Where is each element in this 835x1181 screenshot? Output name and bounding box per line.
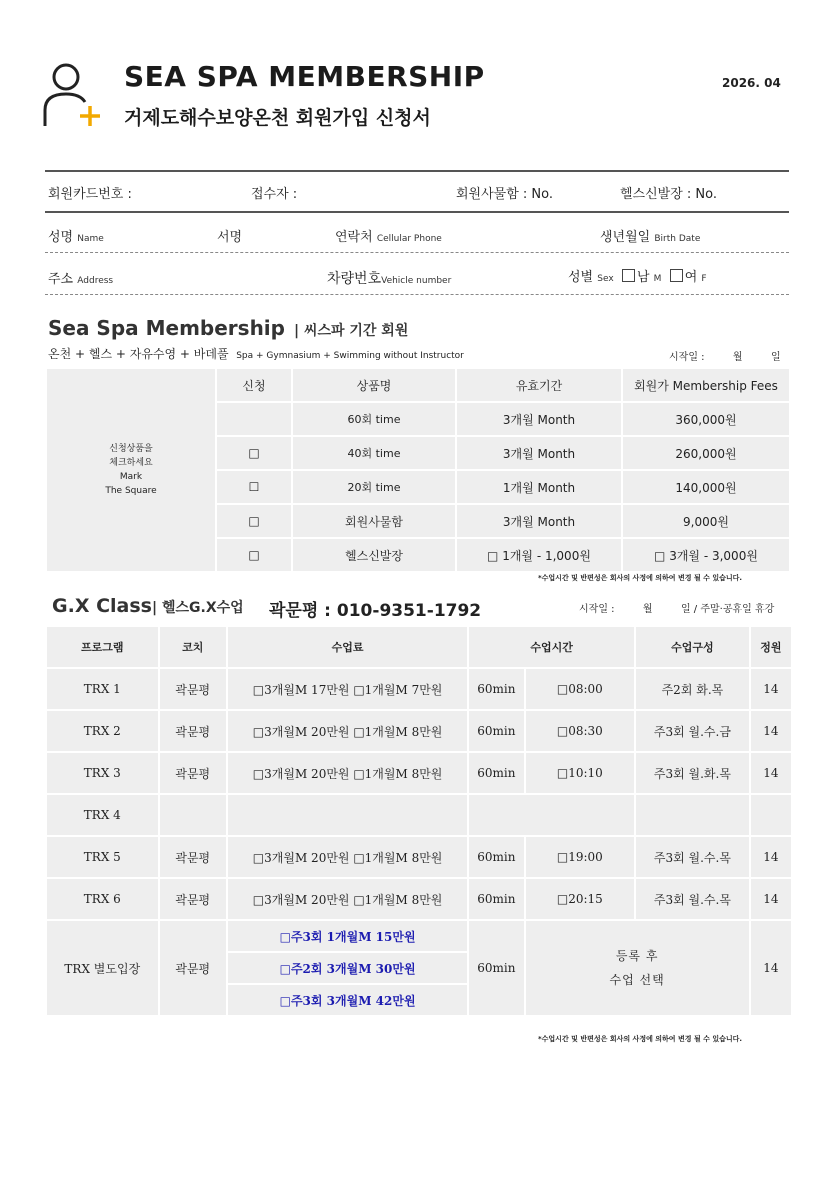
product-name: 헬스신발장: [293, 539, 455, 571]
table-row: [47, 669, 791, 709]
class-capacity: 14: [751, 879, 791, 919]
row-checkbox[interactable]: [217, 403, 291, 435]
female-label: 여: [684, 270, 698, 285]
product-fee: □ 3개월 - 3,000원: [623, 539, 789, 571]
divider: [45, 294, 789, 295]
special-option[interactable]: □주2회 3개월M 30만원: [228, 953, 467, 983]
coach-name: 곽문평: [160, 711, 226, 751]
coach-name: [160, 795, 226, 835]
class-time[interactable]: □08:00: [526, 669, 635, 709]
class-composition: 주3회 월.수.금: [636, 711, 749, 751]
table-row: [47, 711, 791, 751]
start-label: 시작일 :: [669, 352, 705, 363]
page-subtitle: 거제도해수보양온천 회원가입 신청서: [124, 107, 431, 129]
product-name: 회원사물함: [293, 505, 455, 537]
address-field[interactable]: [48, 268, 113, 287]
address-en: Address: [77, 276, 114, 286]
name-field[interactable]: [48, 226, 104, 245]
coach-name: 곽문평: [160, 879, 226, 919]
class-duration: 60min: [469, 711, 523, 751]
program-name: TRX 6: [47, 879, 158, 919]
birth-field[interactable]: [600, 226, 700, 245]
gx-start-month: 월: [642, 604, 653, 615]
female-checkbox[interactable]: [670, 269, 683, 282]
address-label: 주소: [48, 272, 74, 287]
male-en: M: [653, 274, 662, 284]
product-period: 3개월 Month: [457, 403, 621, 435]
program-name: TRX 별도입장: [47, 921, 158, 1015]
class-capacity: 14: [751, 753, 791, 793]
class-composition: 주3회 월.수.목: [636, 879, 749, 919]
mark-square-note: 신청상품을 체크하세요 Mark The Square: [47, 369, 215, 571]
product-fee: 260,000원: [623, 437, 789, 469]
class-duration: 60min: [469, 669, 523, 709]
gx-note: *수업시간 및 반편성은 회사의 사정에 의하여 변경 될 수 있습니다.: [538, 1035, 743, 1043]
class-time: [469, 795, 634, 835]
class-composition: 주2회 화.목: [636, 669, 749, 709]
contact-label: 연락처: [335, 230, 373, 245]
table-row: [47, 795, 791, 835]
class-capacity: 14: [751, 921, 791, 1015]
col-coach: 코치: [160, 627, 226, 667]
name-label: 성명: [48, 230, 74, 245]
gx-title: [52, 595, 244, 617]
membership-start-date: [669, 348, 781, 363]
start-month: 월: [732, 352, 743, 363]
coach-name: 곽문평: [160, 669, 226, 709]
tuition-options[interactable]: □3개월M 20만원 □1개월M 8만원: [228, 837, 467, 877]
table-row: [47, 753, 791, 793]
col-class-time: 수업시간: [469, 627, 634, 667]
col-capacity: 정원: [751, 627, 791, 667]
class-duration: 60min: [469, 921, 523, 1015]
table-header-row: [47, 369, 789, 401]
class-composition: 주3회 월.수.목: [636, 837, 749, 877]
tuition-options: [228, 795, 467, 835]
tuition-options[interactable]: □3개월M 17만원 □1개월M 7만원: [228, 669, 467, 709]
product-fee: 9,000원: [623, 505, 789, 537]
vehicle-label: 차량번호: [327, 271, 382, 287]
class-capacity: 14: [751, 669, 791, 709]
product-name: 40회 time: [293, 437, 455, 469]
class-capacity: 14: [751, 711, 791, 751]
form-date: 2026. 04: [722, 76, 781, 90]
class-composition: [636, 795, 749, 835]
class-capacity: 14: [751, 837, 791, 877]
class-capacity: [751, 795, 791, 835]
program-name: TRX 3: [47, 753, 158, 793]
gx-phone: 곽문평 : 010-9351-1792: [269, 601, 482, 621]
class-duration: 60min: [469, 837, 523, 877]
col-composition: 수업구성: [636, 627, 749, 667]
product-fee: 360,000원: [623, 403, 789, 435]
col-tuition: 수업료: [228, 627, 467, 667]
table-row: [47, 879, 791, 919]
birth-label: 생년월일: [600, 230, 651, 245]
member-logo-icon: [42, 62, 104, 128]
row-checkbox[interactable]: □: [217, 437, 291, 469]
row-checkbox[interactable]: □: [217, 505, 291, 537]
gx-table: [45, 625, 793, 1017]
class-time[interactable]: □19:00: [526, 837, 635, 877]
membership-subtitle: | 씨스파 기간 회원: [293, 323, 409, 339]
divider: [45, 170, 789, 172]
class-composition: 주3회 월.화.목: [636, 753, 749, 793]
col-program: 프로그램: [47, 627, 158, 667]
sex-field: [568, 266, 707, 285]
program-name: TRX 4: [47, 795, 158, 835]
program-name: TRX 2: [47, 711, 158, 751]
gx-start-day: 일 / 주말·공휴일 휴강: [680, 604, 775, 615]
membership-desc: [48, 345, 464, 362]
product-fee: 140,000원: [623, 471, 789, 503]
gx-subtitle: | 헬스G.X수업: [151, 600, 244, 616]
table-row: [47, 921, 791, 951]
product-period: □ 1개월 - 1,000원: [457, 539, 621, 571]
sex-en: Sex: [597, 274, 614, 284]
contact-en: Cellular Phone: [376, 234, 442, 244]
class-time[interactable]: □08:30: [526, 711, 635, 751]
row-checkbox[interactable]: □: [217, 539, 291, 571]
receiver-label: 접수자 :: [251, 187, 298, 202]
male-checkbox[interactable]: [622, 269, 635, 282]
special-option[interactable]: □주3회 1개월M 15만원: [228, 921, 467, 951]
coach-name: 곽문평: [160, 921, 226, 1015]
name-en: Name: [77, 234, 104, 244]
program-name: TRX 5: [47, 837, 158, 877]
membership-desc-ko: 온천 + 헬스 + 자유수영 + 바데풀: [48, 347, 229, 361]
product-period: 3개월 Month: [457, 437, 621, 469]
product-period: 1개월 Month: [457, 471, 621, 503]
coach-name: 곽문평: [160, 837, 226, 877]
gx-title-text: G.X Class: [52, 595, 152, 617]
class-time[interactable]: □20:15: [526, 879, 635, 919]
product-name: 20회 time: [293, 471, 455, 503]
tuition-options[interactable]: □3개월M 20만원 □1개월M 8만원: [228, 753, 467, 793]
vehicle-field[interactable]: [327, 268, 451, 288]
product-name: 60회 time: [293, 403, 455, 435]
tuition-options[interactable]: □3개월M 20만원 □1개월M 8만원: [228, 879, 467, 919]
male-label: 남: [636, 270, 650, 285]
membership-title: [48, 316, 408, 340]
page-title: SEA SPA MEMBERSHIP: [124, 60, 485, 93]
col-fee: 회원가 Membership Fees: [623, 369, 789, 401]
sign-field[interactable]: 서명: [217, 230, 243, 245]
gx-start-date: [579, 600, 774, 615]
table-row: [47, 837, 791, 877]
col-period: 유효기간: [457, 369, 621, 401]
gx-start-label: 시작일 :: [579, 604, 615, 615]
shoe-locker-label: 헬스신발장 : No.: [620, 187, 718, 202]
after-registration-note: 등록 후 수업 선택: [526, 921, 749, 1015]
female-en: F: [701, 274, 707, 284]
table-header-row: [47, 627, 791, 667]
special-option[interactable]: □주3회 3개월M 42만원: [228, 985, 467, 1015]
start-day: 일: [770, 352, 781, 363]
membership-desc-en: Spa + Gymnasium + Swimming without Instructor: [236, 351, 464, 361]
locker-label: 회원사물함 : No.: [456, 187, 554, 202]
divider: [45, 211, 789, 213]
program-name: TRX 1: [47, 669, 158, 709]
membership-note: *수업시간 및 반편성은 회사의 사정에 의하여 변경 될 수 있습니다.: [538, 574, 743, 582]
class-duration: 60min: [469, 753, 523, 793]
row-checkbox[interactable]: ☐: [217, 471, 291, 503]
membership-table: [45, 367, 791, 573]
coach-name: 곽문평: [160, 753, 226, 793]
contact-field[interactable]: [335, 226, 442, 245]
sex-label: 성별: [568, 270, 594, 285]
class-duration: 60min: [469, 879, 523, 919]
birth-en: Birth Date: [654, 234, 701, 244]
class-time[interactable]: □10:10: [526, 753, 635, 793]
divider: [45, 252, 789, 253]
vehicle-en: Vehicle number: [381, 276, 452, 286]
membership-title-text: Sea Spa Membership: [48, 316, 285, 340]
col-apply: 신청: [217, 369, 291, 401]
product-period: 3개월 Month: [457, 505, 621, 537]
tuition-options[interactable]: □3개월M 20만원 □1개월M 8만원: [228, 711, 467, 751]
card-no-label: 회원카드번호 :: [48, 187, 132, 202]
col-product: 상품명: [293, 369, 455, 401]
